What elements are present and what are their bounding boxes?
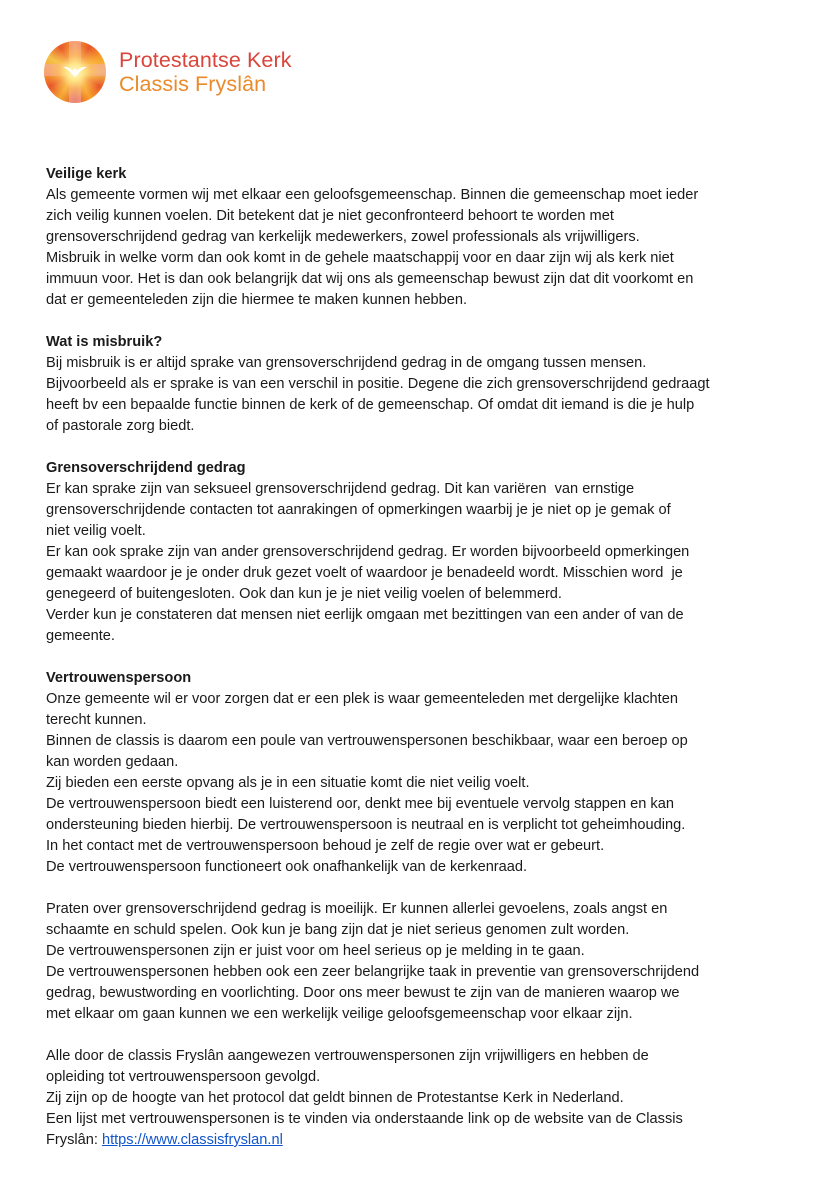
paragraph-line: Onze gemeente wil er voor zorgen dat er een plek is waar gemeenteleden met dergelijke klachten <box>46 691 678 707</box>
paragraph-line: met elkaar om gaan kunnen we een werkelijk veilige geloofsgemeenschap voor elkaar zijn. <box>46 1006 633 1022</box>
paragraph-line: Zij bieden een eerste opvang als je in een situatie komt die niet veilig voelt. <box>46 775 530 791</box>
paragraph-line: dat er gemeenteleden zijn die hiermee te maken kunnen hebben. <box>46 292 468 308</box>
section-heading: Vertrouwenspersoon <box>46 670 192 686</box>
paragraph-line: De vertrouwenspersonen zijn er juist voor om heel serieus op je melding in te gaan. <box>46 943 585 959</box>
paragraph-line: zich veilig kunnen voelen. Dit betekent dat je niet geconfronteerd behoort te worden met <box>46 208 614 224</box>
paragraph-line: immuun voor. Het is dan ook belangrijk dat wij ons als gemeenschap bewust zijn dat dit voorkomt en <box>46 271 694 287</box>
section <box>46 458 806 647</box>
paragraph-line: Er kan sprake zijn van seksueel grensoverschrijdend gedrag. Dit kan variëren van ernstige <box>46 481 635 497</box>
paragraph-line: In het contact met de vertrouwenspersoon behoud je zelf de regie over wat er gebeurt. <box>46 838 605 854</box>
section <box>46 899 806 1025</box>
paragraph-line: schaamte en schuld spelen. Ook kun je bang zijn dat je niet serieus genomen zult worden. <box>46 922 630 938</box>
paragraph-line: Binnen de classis is daarom een poule van vertrouwenspersonen beschikbaar, waar een beroep op <box>46 733 688 749</box>
paragraph-line: gemaakt waardoor je je onder druk gezet voelt of waardoor je benadeeld wordt. Misschien word je <box>46 565 683 581</box>
paragraph-line: Praten over grensoverschrijdend gedrag is moeilijk. Er kunnen allerlei gevoelens, zoals angst en <box>46 901 668 917</box>
paragraph-line: Bijvoorbeeld als er sprake is van een verschil in positie. Degene die zich grensoverschrijdend gedraagt <box>46 376 710 392</box>
paragraph-line: kan worden gedaan. <box>46 754 179 770</box>
paragraph-line: terecht kunnen. <box>46 712 147 728</box>
paragraph-line: Bij misbruik is er altijd sprake van grensoverschrijdend gedrag in de omgang tussen mensen. <box>46 355 647 371</box>
paragraph-line: De vertrouwenspersoon functioneert ook onafhankelijk van de kerkenraad. <box>46 859 528 875</box>
section <box>46 332 806 437</box>
paragraph-line: Verder kun je constateren dat mensen niet eerlijk omgaan met bezittingen van een ander of van de <box>46 607 684 623</box>
paragraph-line: Als gemeente vormen wij met elkaar een geloofsgemeenschap. Binnen die gemeenschap moet ieder <box>46 187 699 203</box>
section <box>46 668 806 878</box>
paragraph-line: gemeente. <box>46 628 115 644</box>
section-heading: Wat is misbruik? <box>46 334 163 350</box>
paragraph-line: Misbruik in welke vorm dan ook komt in de gehele maatschappij voor en daar zijn wij als kerk niet <box>46 250 674 266</box>
paragraph-line: De vertrouwenspersoon biedt een luisterend oor, denkt mee bij eventuele vervolg stappen en kan <box>46 796 674 812</box>
link-prefix: Fryslân: <box>46 1132 102 1148</box>
classis-website-link[interactable]: https://www.classisfryslan.nl <box>101 1132 283 1148</box>
paragraph-line: grensoverschrijdend gedrag van kerkelijk medewerkers, zowel professionals als vrijwilligers. <box>46 229 640 245</box>
paragraph-line: gedrag, bewustwording en voorlichting. Door ons meer bewust te zijn van de manieren waarop we <box>46 985 680 1001</box>
logo-subtitle: Classis Fryslân <box>119 72 267 96</box>
section-heading: Grensoverschrijdend gedrag <box>46 460 246 476</box>
paragraph-line: Alle door de classis Fryslân aangewezen vertrouwenspersonen zijn vrijwilligers en hebben de <box>46 1048 649 1064</box>
section <box>46 1046 806 1151</box>
section-heading: Veilige kerk <box>46 166 127 182</box>
paragraph-line <box>46 1130 806 1151</box>
paragraph-line: genegeerd of buitengesloten. Ook dan kun je je niet veilig voelen of belemmerd. <box>46 586 562 602</box>
logo-title: Protestantse Kerk <box>119 48 292 72</box>
document-body <box>46 164 806 1172</box>
paragraph-line: opleiding tot vertrouwenspersoon gevolgd. <box>46 1069 321 1085</box>
paragraph-line: heeft bv een bepaalde functie binnen de kerk of de gemeenschap. Of omdat dit iemand is die je hulp <box>46 397 695 413</box>
logo <box>44 41 292 103</box>
paragraph-line: Zij zijn op de hoogte van het protocol dat geldt binnen de Protestantse Kerk in Nederland. <box>46 1090 624 1106</box>
paragraph-line: Er kan ook sprake zijn van ander grensoverschrijdend gedrag. Er worden bijvoorbeeld opmerkingen <box>46 544 690 560</box>
paragraph-line: of pastorale zorg biedt. <box>46 418 195 434</box>
paragraph-line: Een lijst met vertrouwenspersonen is te vinden via onderstaande link op de website van de Classis <box>46 1111 683 1127</box>
paragraph-line: ondersteuning bieden hierbij. De vertrouwenspersoon is neutraal en is verplicht tot geheimhouding. <box>46 817 686 833</box>
paragraph-line: grensoverschrijdende contacten tot aanrakingen of opmerkingen waarbij je je niet op je gemak of <box>46 502 671 518</box>
paragraph-line: niet veilig voelt. <box>46 523 146 539</box>
section <box>46 164 806 311</box>
dove-sun-cross-icon <box>44 41 106 103</box>
paragraph-line: De vertrouwenspersonen hebben ook een zeer belangrijke taak in preventie van grensoverschrijdend <box>46 964 700 980</box>
